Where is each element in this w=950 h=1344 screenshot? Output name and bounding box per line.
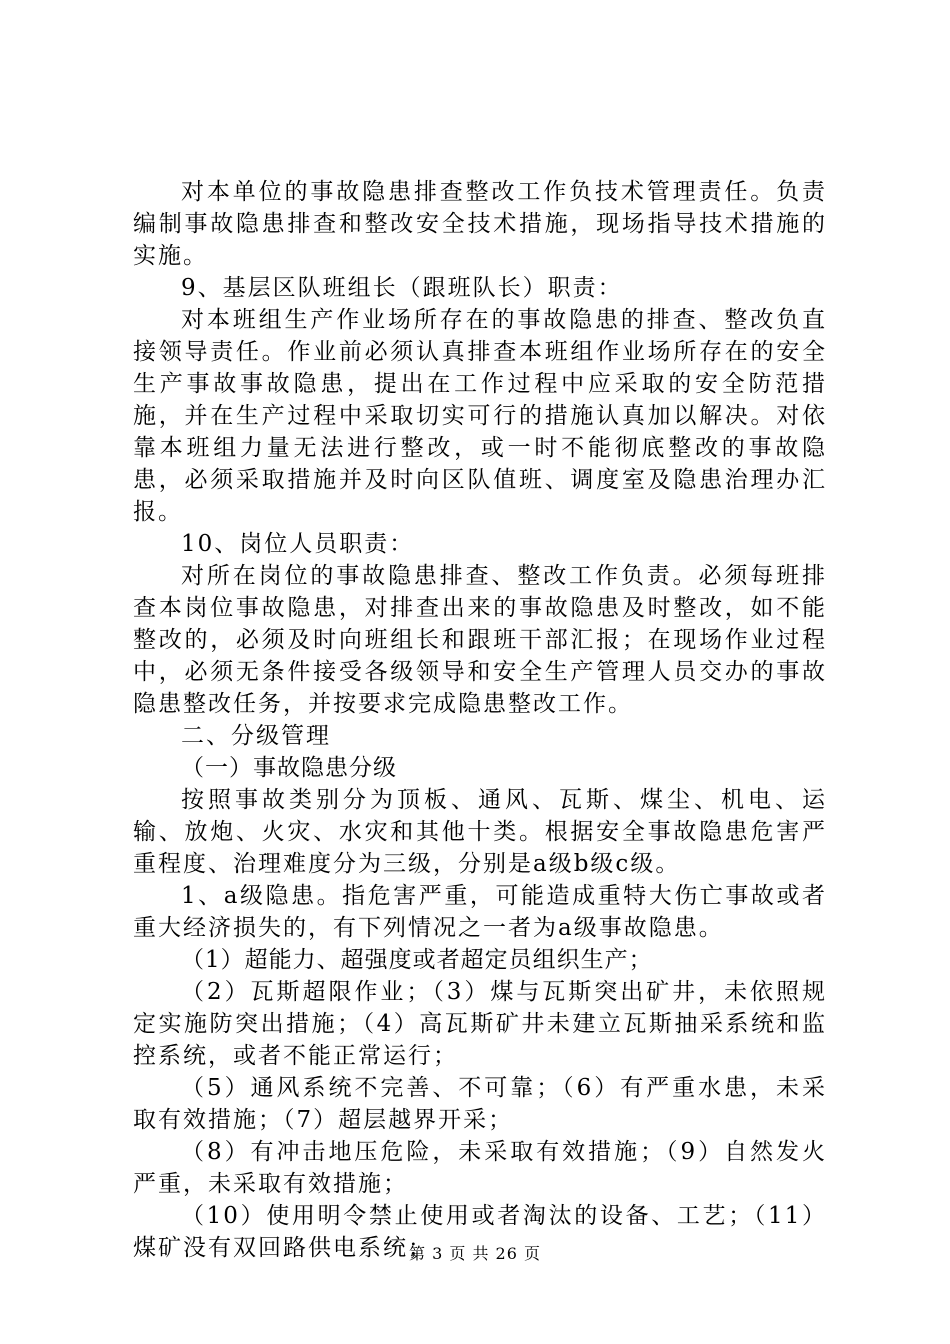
heading-duty-9: 9、基层区队班组长（跟班队长）职责： <box>181 275 623 301</box>
subsection-heading-hazard-grading: （一）事故隐患分级 <box>181 755 397 781</box>
page-number-footer: 第 3 页 共 26 页 <box>409 1244 541 1263</box>
paragraph-duty-10-body: 对所在岗位的事故隐患排查、整改工作负责。必须每班排查本岗位事故隐患，对排查出来的事故隐患及时整改，如不能整改的，必须及时向班组长和跟班干部汇报；在现场作业过程中，必须无条件接受各级领导和安全生产管理人员交办的事故隐患整改任务，并按要求完成隐患整改工作。 <box>133 563 827 717</box>
paragraph-hazard-categories: 按照事故类别分为顶板、通风、瓦斯、煤尘、机电、运输、放炮、火灾、水灾和其他十类。根据安全事故隐患危害严重程度、治理难度分为三级，分别是a级b级c级。 <box>133 787 827 877</box>
paragraph-duty-8-body: 对本单位的事故隐患排查整改工作负技术管理责任。负责编制事故隐患排查和整改安全技术措施，现场指导技术措施的实施。 <box>133 179 827 269</box>
list-item-1: （1）超能力、超强度或者超定员组织生产； <box>181 947 653 973</box>
paragraph-duty-9-body: 对本班组生产作业场所存在的事故隐患的排查、整改负直接领导责任。作业前必须认真排查本班组作业场所存在的安全生产事故事故隐患，提出在工作过程中应采取的安全防范措施，并在生产过程中采取切实可行的措施认真加以解决。对依靠本班组力量无法进行整改，或一时不能彻底整改的事故隐患，必须采取措施并及时向区队值班、调度室及隐患治理办汇报。 <box>133 307 827 525</box>
list-item-10-11: （10）使用明令禁止使用或者淘汰的设备、工艺；（11）煤矿没有双回路供电系统； <box>133 1203 827 1261</box>
section-heading-grading: 二、分级管理 <box>181 723 331 749</box>
list-item-5-7: （5）通风系统不完善、不可靠；（6）有严重水患，未采取有效措施；（7）超层越界开采； <box>133 1075 827 1133</box>
list-item-2-4: （2）瓦斯超限作业；（3）煤与瓦斯突出矿井，未依照规定实施防突出措施；（4）高瓦斯矿井未建立瓦斯抽采系统和监控系统，或者不能正常运行； <box>133 979 827 1069</box>
heading-duty-10: 10、岗位人员职责： <box>181 531 415 557</box>
list-item-8-9: （8）有冲击地压危险，未采取有效措施；（9）自然发火严重，未采取有效措施； <box>133 1139 827 1197</box>
document-body <box>133 176 827 1264</box>
paragraph-level-a-definition: 1、a级隐患。指危害严重，可能造成重特大伤亡事故或者重大经济损失的，有下列情况之一者为a级事故隐患。 <box>133 883 827 941</box>
